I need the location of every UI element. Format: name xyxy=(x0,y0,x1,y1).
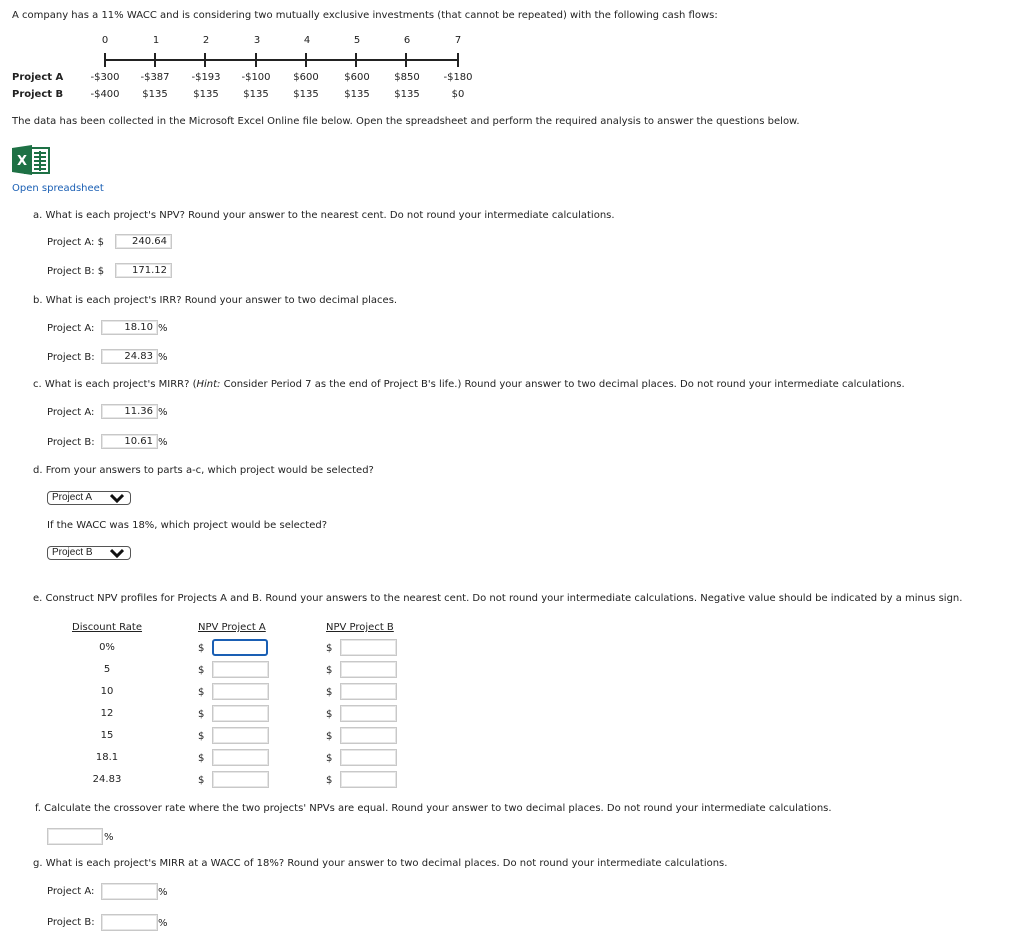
question-d-2: If the WACC was 18%, which project would be selected? xyxy=(47,520,327,531)
npv-b-1-input[interactable] xyxy=(340,661,397,678)
cash-flow: $850 xyxy=(394,72,420,83)
npv-b-4-input[interactable] xyxy=(340,727,397,744)
dropdown-value: Project A xyxy=(52,492,93,503)
currency-sign: $ xyxy=(326,775,333,786)
rate-cell: 15 xyxy=(100,730,114,741)
currency-sign: $ xyxy=(198,687,205,698)
npv-b-label: Project B: $ xyxy=(47,266,105,277)
period-label: 3 xyxy=(253,35,261,46)
npv-b-6-input[interactable] xyxy=(340,771,397,788)
cash-flow: -$100 xyxy=(241,72,271,83)
chevron-down-icon xyxy=(110,548,124,558)
npv-a-label: Project A: $ xyxy=(47,237,104,248)
rate-cell: 10 xyxy=(100,686,114,697)
dropdown-value: Project B xyxy=(52,547,93,558)
cash-flow: $135 xyxy=(142,89,168,100)
timeline-tick xyxy=(104,53,106,67)
irr-b-input[interactable] xyxy=(101,349,158,364)
percent-unit: % xyxy=(104,832,114,843)
npv-b-3-input[interactable] xyxy=(340,705,397,722)
mirr-a-label: Project A: xyxy=(47,407,95,418)
project-b-label: Project B xyxy=(12,89,64,100)
npv-b-2-input[interactable] xyxy=(340,683,397,700)
currency-sign: $ xyxy=(198,665,205,676)
currency-sign: $ xyxy=(326,665,333,676)
irr-b-label: Project B: xyxy=(47,352,95,363)
open-spreadsheet-link[interactable]: Open spreadsheet xyxy=(12,183,104,194)
rate-cell: 18.1 xyxy=(95,752,119,763)
currency-sign: $ xyxy=(198,731,205,742)
timeline-tick xyxy=(255,53,257,67)
npv-a-2-input[interactable] xyxy=(212,683,269,700)
question-a: a. What is each project's NPV? Round your answer to the nearest cent. Do not round your intermediate calculations. xyxy=(33,210,615,221)
period-label: 2 xyxy=(202,35,210,46)
cash-flow: -$400 xyxy=(90,89,120,100)
question-e: e. Construct NPV profiles for Projects A and B. Round your answers to the nearest cent. Do not round your intermediate calculations. Negative value should be indicated by a minus sign. xyxy=(33,593,963,604)
project-select-dropdown[interactable] xyxy=(47,491,131,505)
npv-a-4-input[interactable] xyxy=(212,727,269,744)
mirr-b-label: Project B: xyxy=(47,437,95,448)
npv-b-input[interactable] xyxy=(115,263,172,278)
timeline-tick xyxy=(355,53,357,67)
intro-text: A company has a 11% WACC and is considering two mutually exclusive investments (that cannot be repeated) with the following cash flows: xyxy=(12,10,718,21)
currency-sign: $ xyxy=(326,643,333,654)
cash-flow: -$180 xyxy=(443,72,473,83)
cash-flow: $135 xyxy=(344,89,370,100)
period-label: 0 xyxy=(101,35,109,46)
npv-a-5-input[interactable] xyxy=(212,749,269,766)
project-a-label: Project A xyxy=(12,72,64,83)
irr-a-input[interactable] xyxy=(101,320,158,335)
timeline-tick xyxy=(457,53,459,67)
cash-flow: $135 xyxy=(394,89,420,100)
question-c xyxy=(33,379,905,390)
mirr18-a-input[interactable] xyxy=(101,883,158,900)
rate-cell: 5 xyxy=(103,664,111,675)
currency-sign: $ xyxy=(198,643,205,654)
npv-a-3-input[interactable] xyxy=(212,705,269,722)
cash-flow: $135 xyxy=(293,89,319,100)
npv-b-0-input[interactable] xyxy=(340,639,397,656)
cash-flow: -$300 xyxy=(90,72,120,83)
currency-sign: $ xyxy=(326,731,333,742)
period-label: 1 xyxy=(152,35,160,46)
period-label: 5 xyxy=(353,35,361,46)
currency-sign: $ xyxy=(326,709,333,720)
timeline-tick xyxy=(405,53,407,67)
currency-sign: $ xyxy=(198,709,205,720)
timeline-tick xyxy=(204,53,206,67)
percent-unit: % xyxy=(158,352,168,363)
percent-unit: % xyxy=(158,918,168,929)
percent-unit: % xyxy=(158,407,168,418)
period-label: 7 xyxy=(454,35,462,46)
npv-b-5-input[interactable] xyxy=(340,749,397,766)
question-d: d. From your answers to parts a-c, which project would be selected? xyxy=(33,465,374,476)
mirr-a-input[interactable] xyxy=(101,404,158,419)
header-discount-rate: Discount Rate xyxy=(72,622,143,633)
mirr18-a-label: Project A: xyxy=(47,886,95,897)
question-f: f. Calculate the crossover rate where the two projects' NPVs are equal. Round your answer to two decimal places. Do not round your intermediate calculations. xyxy=(35,803,832,814)
irr-a-label: Project A: xyxy=(47,323,95,334)
cash-flow: -$193 xyxy=(191,72,221,83)
currency-sign: $ xyxy=(198,753,205,764)
chevron-down-icon xyxy=(110,493,124,503)
question-g: g. What is each project's MIRR at a WACC of 18%? Round your answer to two decimal places. Do not round your intermediate calculations. xyxy=(33,858,728,869)
npv-a-input[interactable] xyxy=(115,234,172,249)
npv-a-0-input[interactable] xyxy=(212,639,268,656)
cash-flow: $600 xyxy=(344,72,370,83)
percent-unit: % xyxy=(158,887,168,898)
question-b: b. What is each project's IRR? Round your answer to two decimal places. xyxy=(33,295,398,306)
percent-unit: % xyxy=(158,323,168,334)
currency-sign: $ xyxy=(326,687,333,698)
currency-sign: $ xyxy=(198,775,205,786)
mirr18-b-label: Project B: xyxy=(47,917,95,928)
period-label: 4 xyxy=(303,35,311,46)
mirr-b-input[interactable] xyxy=(101,434,158,449)
project-select-wacc18-dropdown[interactable] xyxy=(47,546,131,560)
question-c-prefix: c. What is each project's MIRR? ( xyxy=(33,379,197,390)
svg-text:X: X xyxy=(16,154,28,169)
rate-cell: 12 xyxy=(100,708,114,719)
header-npv-b: NPV Project B xyxy=(326,622,394,633)
cash-flow: $0 xyxy=(451,89,465,100)
cash-flow: $135 xyxy=(243,89,269,100)
rate-cell: 0% xyxy=(99,642,115,653)
cash-flow: $135 xyxy=(193,89,219,100)
npv-a-6-input[interactable] xyxy=(212,771,269,788)
percent-unit: % xyxy=(158,437,168,448)
data-note: The data has been collected in the Microsoft Excel Online file below. Open the spreadsheet and perform the required analysis to answer the questions below. xyxy=(12,116,800,127)
rate-cell: 24.83 xyxy=(92,774,122,785)
currency-sign: $ xyxy=(326,753,333,764)
question-c-suffix: Consider Period 7 as the end of Project B's life.) Round your answer to two decimal places. Do not round your intermediate calculations. xyxy=(220,379,905,390)
timeline-tick xyxy=(305,53,307,67)
mirr18-b-input[interactable] xyxy=(101,914,158,931)
crossover-rate-input[interactable] xyxy=(47,828,103,845)
cash-flow: $600 xyxy=(293,72,319,83)
cash-flow: -$387 xyxy=(140,72,170,83)
npv-a-1-input[interactable] xyxy=(212,661,269,678)
excel-icon[interactable] xyxy=(12,145,52,175)
header-npv-a: NPV Project A xyxy=(198,622,266,633)
timeline-tick xyxy=(154,53,156,67)
period-label: 6 xyxy=(403,35,411,46)
hint-label: Hint: xyxy=(196,379,221,390)
